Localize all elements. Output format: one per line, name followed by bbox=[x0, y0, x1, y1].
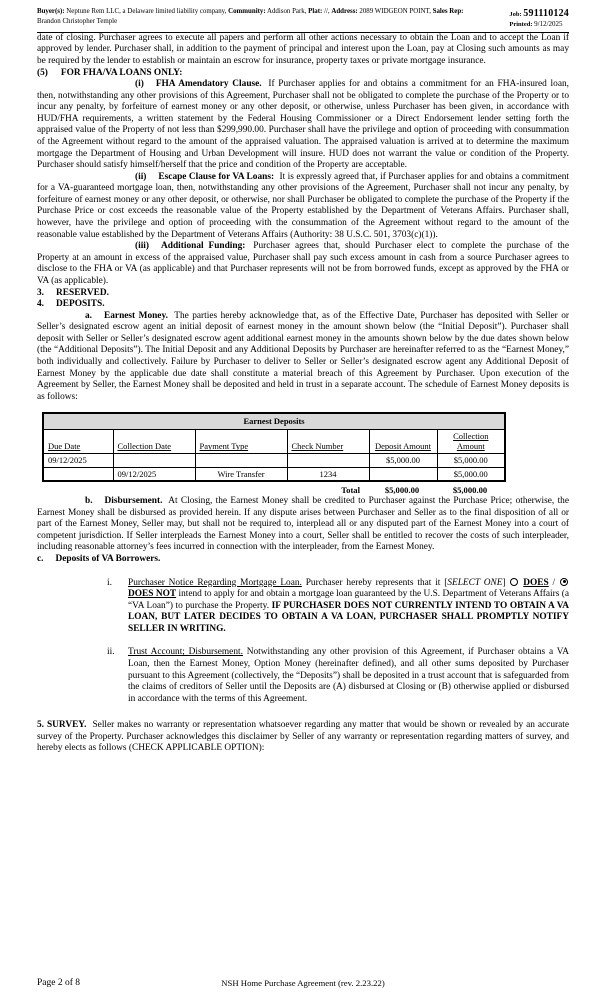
notice-title: Purchaser Notice Regarding Mortgage Loan. bbox=[128, 577, 302, 588]
escape-body: It is expressly agreed that, if Purchaser applies for and obtains a commitment for a VA-guaranteed mortgage loan, then, notwithstanding any other provisions of the Agreement, Purchaser shall not incur any penalty, by forfeiture of earnest money or any other deposit, or otherwise, nor shall Purchaser be obligated to complete the purchase of the Property if the Purchase Price or cost exceeds the reasonable value of the Property established by the Department of Veterans Affairs. Purchaser shall, however, have the privilege and option of proceeding with the consummation of the Agreement without regard to the amount of the reasonable value established by the Department of Veterans Affairs (Authority: 38 U.S.C. 501, 3703(c)(1)). bbox=[37, 171, 569, 240]
header-parties bbox=[37, 7, 475, 26]
table-cell: Wire Transfer bbox=[195, 467, 287, 481]
notice-roman-number: i. bbox=[107, 577, 112, 588]
continuation-paragraph bbox=[37, 33, 569, 68]
radio-does-not-label[interactable]: DOES NOT bbox=[128, 589, 177, 600]
escape-number: (ii) bbox=[135, 171, 147, 182]
section-4-number: 4. bbox=[37, 299, 45, 310]
section-5-number: (5) bbox=[37, 67, 48, 78]
section-4-title: DEPOSITS. bbox=[56, 299, 105, 310]
header-job-block bbox=[509, 7, 569, 29]
table-cell: $5,000.00 bbox=[437, 467, 505, 481]
funding-number: (iii) bbox=[135, 241, 150, 252]
sales-rep-label: Sales Rep: bbox=[432, 8, 464, 15]
radio-does-icon[interactable] bbox=[510, 578, 518, 586]
table-cell: $5,000.00 bbox=[369, 453, 437, 467]
earnest-deposits-table bbox=[42, 412, 504, 496]
document-body bbox=[37, 33, 569, 755]
fha-body: If Purchaser applies for and obtains a commitment for an FHA-insured loan, then, notwithstanding any other provisions of this Agreement, Purchaser shall not be obligated to complete the purchase of the Property or to incur any penalty, by forfeiture of earnest money or any other deposit, or otherwise, unless Purchaser has been given, in accordance with HUD/FHA requirements, a written statement by the Federal Housing Commissioner or a Direct Endorsement lender setting forth the appraised value of the Property of not less than $299,990.00. Purchaser shall have the privilege and option of proceeding with consummation of the Agreement without regard to the amount of the appraised valuation. The appraised valuation is arrived at to determine the maximum mortgage the Department of Housing and Urban Development will insure. HUD does not warrant the value or condition of the Property. Purchaser should satisfy himself/herself that the price and condition of the Property are acceptable. bbox=[37, 79, 569, 171]
escape-clause-paragraph bbox=[37, 172, 569, 241]
survey-paragraph bbox=[37, 720, 569, 755]
va-deposits-title: Deposits of VA Borrowers. bbox=[55, 553, 161, 564]
document-header bbox=[37, 7, 569, 29]
printed-line bbox=[509, 20, 569, 29]
additional-funding-paragraph bbox=[37, 241, 569, 287]
disbursement-paragraph bbox=[37, 496, 569, 554]
column-header-collection-amount bbox=[437, 429, 505, 453]
table-cell bbox=[195, 453, 287, 467]
column-header-label: Deposit Amount bbox=[375, 441, 431, 452]
trust-roman-number: ii. bbox=[107, 647, 115, 658]
funding-body: Purchaser agrees that, should Purchaser elect to complete the purchase of the Property at an amount in excess of the appraised value, Purchaser shall pay such excess amount in cash from a source Purchaser agrees to disclose to the FHA or VA (as applicable) and that Purchaser represents will not be from borrowed funds, except as approved by the FHA or VA (as applicable). bbox=[37, 241, 569, 286]
section-4-heading bbox=[37, 299, 569, 311]
trust-account-item bbox=[105, 647, 569, 705]
page-number: Page 2 of 8 bbox=[37, 978, 81, 988]
plat-value: //, bbox=[324, 8, 330, 15]
table-cell: 1234 bbox=[287, 467, 369, 481]
disbursement-title: Disbursement. bbox=[104, 496, 163, 507]
survey-body: Seller makes no warranty or representation whatsoever regarding any matter that would be shown or revealed by an accurate survey of the Property. Purchaser acknowledges this disclaimer by Seller of any warranty or representation regarding matters of survey, and hereby elects as follows (CHECK APPLICABLE OPTION): bbox=[37, 720, 570, 754]
community-label: Community: bbox=[228, 8, 266, 15]
column-header-collection-date bbox=[113, 429, 195, 453]
notice-body-2: intend to apply for and obtain a mortgage loan guaranteed by the U.S. Department of Veterans Affairs (a “VA Loan”) to purchase the Property. bbox=[128, 589, 570, 611]
page-footer bbox=[37, 978, 569, 988]
column-header-label: Payment Type bbox=[199, 441, 249, 452]
community-value: Addison Park, bbox=[267, 8, 307, 15]
continuation-text: date of closing. Purchaser agrees to execute all papers and perform all other actions necessary to obtain the Loan and to accept the Loan if approved by lender. Purchaser shall, in addition to the payment of principal and interest upon the Loan, pay at Closing such amounts as may be required by the lender to establish or maintain an escrow for insurance, property taxes or private mortgage insurance. bbox=[37, 32, 569, 66]
trust-body: Notwithstanding any other provision of this Agreement, if Purchaser obtains a VA Loan, then the Earnest Money, Option Money (hereinafter defined), and all other sums deposited by Purchaser pursuant to this Agreement (collectively, the “Deposits”) shall be deposited in a trust account that is safeguarded from the claims of creditors of Seller until the Deposits are (A) disbursed at Closing or (B) otherwise applied or disbursed in accordance with the terms of this Agreement. bbox=[128, 647, 569, 704]
va-deposits-heading bbox=[37, 554, 569, 566]
table-title: Earnest Deposits bbox=[43, 413, 505, 429]
column-header-label: Due Date bbox=[48, 441, 81, 452]
total-collection-amount: $5,000.00 bbox=[452, 485, 488, 496]
document-reference: NSH Home Purchase Agreement (rev. 2.23.22) bbox=[221, 978, 385, 988]
sales-rep-value: Brandon Christopher Temple bbox=[37, 17, 118, 25]
trust-title: Trust Account; Disbursement. bbox=[128, 647, 243, 658]
earnest-body: The parties hereby acknowledge that, as of the Effective Date, Purchaser has deposited with Seller or Seller’s designated escrow agent an initial deposit of earnest money in the amount shown below (the “Initial Deposit”). Purchaser shall deposit with Seller or Seller’s designated escrow agent additional earnest money in the amounts shown below by the due dates shown below (the “Additional Deposits”). The Initial Deposit and any Additional Deposits by Purchaser are hereinafter referred to as the “Earnest Money,” both individually and collectively. Failure by Purchaser to deliver to Seller or Seller’s designated escrow agent any Additional Deposit of Earnest Money by the applicable due date shall constitute a material breach of this Agreement by Purchaser. Upon execution of the Agreement by Seller, the Earnest Money shall be deposited and held in trust in a separate account. The schedule of Earnest Money deposits is as follows: bbox=[37, 310, 569, 402]
column-header-label: Check Number bbox=[291, 441, 344, 452]
earnest-title: Earnest Money. bbox=[104, 310, 168, 321]
total-row-spacer bbox=[42, 485, 286, 496]
notice-slash: / bbox=[552, 577, 556, 588]
table-row bbox=[43, 467, 505, 481]
disbursement-body: At Closing, the Earnest Money shall be credited to Purchaser against the Purchase Price; otherwise, the Earnest Money shall be disbursed as provided herein. If any dispute arises between Purchaser and Seller as to the final disposition of all or part of the Earnest Money, Seller may, but shall not be required to, interplead all or any disputed part of the Earnest Money into a court of competent jurisdiction. If Seller interpleads the Earnest Money into a court, Seller shall be entitled to recover the costs of such interpleader, including reasonable attorney’s fees incurred in connection with the interpleader, from the Earnest Money. bbox=[37, 496, 569, 553]
column-header-due-date bbox=[43, 429, 113, 453]
table-cell: $5,000.00 bbox=[437, 453, 505, 467]
table-cell: 09/12/2025 bbox=[113, 467, 195, 481]
disbursement-letter: b. bbox=[85, 496, 93, 507]
column-header-check-number bbox=[287, 429, 369, 453]
survey-number: 5. bbox=[37, 720, 45, 731]
column-header-label: Collection Date bbox=[117, 441, 172, 452]
job-label: Job: bbox=[509, 11, 522, 18]
table-total-row bbox=[42, 485, 504, 496]
section-5-title: FOR FHA/VA LOANS ONLY: bbox=[60, 67, 183, 78]
radio-does-not-icon[interactable] bbox=[560, 578, 568, 586]
column-header-label: Collection Amount bbox=[453, 430, 489, 452]
fha-title: FHA Amendatory Clause. bbox=[155, 79, 262, 90]
plat-label: Plat: bbox=[308, 8, 323, 15]
survey-title: SURVEY. bbox=[46, 720, 87, 731]
table-cell bbox=[287, 453, 369, 467]
earnest-letter: a. bbox=[85, 310, 93, 321]
column-header-deposit-amount bbox=[369, 429, 437, 453]
total-label: Total bbox=[341, 485, 360, 496]
table-row bbox=[43, 453, 505, 467]
section-3-heading bbox=[37, 288, 569, 300]
job-number: 591110124 bbox=[523, 8, 569, 19]
section-3-title: RESERVED. bbox=[56, 287, 109, 298]
table-title-row bbox=[43, 413, 505, 429]
address-label: Address: bbox=[331, 8, 358, 15]
radio-does-label[interactable]: DOES bbox=[523, 577, 549, 588]
deposits-table-grid bbox=[42, 412, 506, 482]
notice-warning: IF PURCHASER DOES NOT CURRENTLY INTEND TO OBTAIN A VA LOAN, BUT LATER DECIDES TO OBTAIN A VA LOAN, PURCHASER SHALL PROMPTLY NOTIFY SELLER IN WRITING. bbox=[128, 600, 569, 634]
earnest-money-paragraph bbox=[37, 311, 569, 404]
printed-date: 9/12/2025 bbox=[534, 20, 563, 28]
table-cell bbox=[369, 467, 437, 481]
table-header-row bbox=[43, 429, 505, 453]
funding-title: Additional Funding: bbox=[161, 241, 246, 252]
section-5-heading bbox=[37, 68, 569, 80]
fha-number: (i) bbox=[135, 79, 144, 90]
mortgage-notice-item bbox=[105, 578, 569, 636]
total-deposit-amount: $5,000.00 bbox=[384, 485, 420, 496]
buyers-value: Neptune Rem LLC, a Delaware limited liability company, bbox=[66, 8, 227, 15]
address-value: 2089 WIDGEON POINT, bbox=[359, 8, 431, 15]
table-cell bbox=[113, 453, 195, 467]
table-cell bbox=[43, 467, 113, 481]
fha-amendatory-paragraph bbox=[37, 79, 569, 172]
section-3-number: 3. bbox=[37, 287, 45, 298]
escape-title: Escape Clause for VA Loans: bbox=[158, 171, 275, 182]
notice-bracket-close: ] bbox=[502, 577, 506, 588]
select-one-label: SELECT ONE bbox=[447, 577, 503, 588]
table-cell: 09/12/2025 bbox=[43, 453, 113, 467]
printed-label: Printed: bbox=[509, 21, 533, 28]
buyers-label: Buyer(s): bbox=[37, 8, 65, 15]
column-header-payment-type bbox=[195, 429, 287, 453]
notice-body-1: Purchaser hereby represents that it [ bbox=[305, 577, 448, 588]
va-deposits-letter: c. bbox=[37, 553, 44, 564]
job-line bbox=[509, 8, 569, 20]
